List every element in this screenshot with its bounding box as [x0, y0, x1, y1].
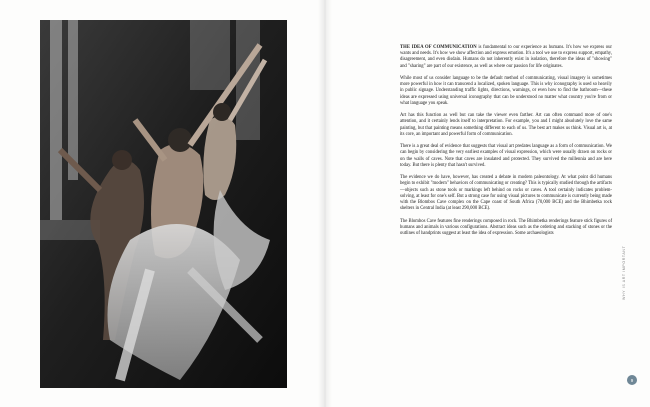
paragraph-2: While most of us consider language to be the default method of communicating, visual imagery is sometimes more powerful in how it can transcend a localized, spoken language. This is why iconography is used so heavily in public signage. Understanding traffic lights, directions, warnings, or even how to find the bathroom—these ideas are expressed using universal iconography that can be understood no matter what country you're from or what language you speak.	[400, 76, 612, 106]
paragraph-3: Art has this function as well but can take the viewer even farther. Art can often command more of one's attention, and it certainly lends itself to interpretation. For example, you and I might absolutely love the same painting, but that painting means something different to each of us. The best art makes us think. Visual art is, at its core, an important and powerful form of communication.	[400, 113, 612, 137]
page-number-badge: 9	[627, 375, 637, 385]
article-body	[400, 45, 612, 243]
lead-phrase: THE IDEA OF COMMUNICATION	[400, 45, 477, 50]
page-gutter	[318, 0, 332, 407]
paragraph-1-text: is fundamental to our experience as humans. It's how we express our wants and needs. It's how we show affection and express emotion. It's a tool we use to express support, empathy, disagreement, and even disdain. Humans do not inherently exist in isolation, therefore the ideas of "showing" and "sharing" are part of our existence, as well as where our passion for life originates.	[400, 45, 612, 69]
photo-illustration	[40, 20, 287, 388]
paragraph-5: The evidence we do have, however, has created a debate in modern paleontology. At what point did humans begin to exhibit "modern" behaviors of communicating or creating? This is typically studied through the artifacts—objects such as stone tools or markings left behind on rocks or caves. A tool certainly indicates problem-solving, at least for one's self. But a strong case for using visual pictures to communicate is currently being made with the Blombos Cave complex on the Cape coast of South Africa (70,000 BCE) and the Bhimbetka rock shelters in Central India (at least 290,000 BCE).	[400, 175, 612, 212]
paragraph-1	[400, 45, 612, 70]
paragraph-6: The Blombos Cave features fine renderings composed in rock. The Bhimbetka renderings feature stick figures of humans and animals in various configurations. Abstract ideas such as the ordering and stacking of stones or the outlines of handprints suggest at least the idea of expression. Some archaeologists	[400, 218, 612, 237]
ballet-dancers-photo	[40, 20, 287, 388]
running-head: WHY IS ART IMPORTANT	[622, 245, 626, 300]
paragraph-4: There is a great deal of evidence that suggests that visual art predates language as a form of communication. We can begin by considering the very earliest examples of visual expression, which were usually drawn on rocks or on the walls of caves. Note that caves are insulated and protected. They survived the millennia and are here today. But there is plenty that hasn't survived.	[400, 144, 612, 168]
